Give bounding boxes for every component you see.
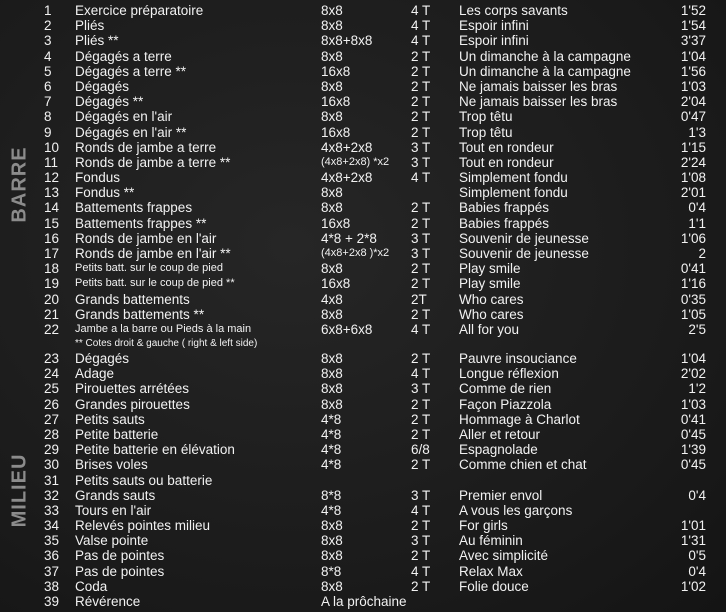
track-title: Relax Max xyxy=(459,563,523,579)
measure: 16x8 xyxy=(321,276,351,292)
exercise-name: Adage xyxy=(75,366,115,382)
track-row xyxy=(0,246,726,261)
tempo: 2T xyxy=(411,291,427,307)
barre-section xyxy=(0,3,726,351)
track-title: All for you xyxy=(459,321,520,337)
track-title: Hommage à Charlot xyxy=(459,411,580,427)
track-number: 9 xyxy=(44,124,52,140)
duration: 1'08 xyxy=(680,170,706,186)
track-number: 3 xyxy=(44,33,52,49)
exercise-name: Petits sauts xyxy=(75,411,145,427)
duration: 0'35 xyxy=(680,291,706,307)
track-row xyxy=(0,64,726,79)
exercise-name: Dégagés a terre ** xyxy=(75,63,187,79)
duration: 1'04 xyxy=(680,48,706,64)
track-number: 11 xyxy=(44,154,59,170)
tempo: 2 T xyxy=(411,351,431,366)
measure: (4x8+2x8 )*x2 xyxy=(321,247,390,259)
duration: 3'37 xyxy=(680,33,706,49)
exercise-name: Dégagés xyxy=(75,78,130,94)
track-row xyxy=(0,276,726,291)
track-row xyxy=(0,200,726,215)
tempo: 2 T xyxy=(411,78,431,94)
duration: 1'54 xyxy=(680,18,706,34)
tempo: 2 T xyxy=(411,109,431,125)
tempo: 2 T xyxy=(411,63,431,79)
track-row xyxy=(0,125,726,140)
exercise-name: Pirouettes arrétées xyxy=(75,381,190,397)
exercise-name: Petits sauts ou batterie xyxy=(75,472,213,488)
measure: 6x8+6x8 xyxy=(321,321,373,337)
track-title: Simplement fondu xyxy=(459,170,568,186)
track-row xyxy=(0,79,726,94)
track-row xyxy=(0,216,726,231)
exercise-name: Petits batt. sur le coup de pied xyxy=(75,262,223,275)
measure: 16x8 xyxy=(321,63,351,79)
track-number: 15 xyxy=(44,215,60,231)
track-row xyxy=(0,94,726,109)
exercise-name: Dégagés a terre xyxy=(75,48,172,64)
tempo: 2 T xyxy=(411,578,431,594)
tempo: 4 T xyxy=(411,18,431,34)
track-row xyxy=(0,170,726,185)
track-number: 30 xyxy=(44,457,60,473)
track-title: Folie douce xyxy=(459,578,529,594)
track-row xyxy=(0,457,726,472)
duration: 0'41 xyxy=(680,261,706,277)
track-title: Ne jamais baisser les bras xyxy=(459,78,618,94)
track-number: 32 xyxy=(44,487,60,503)
tempo: 4 T xyxy=(411,563,431,579)
milieu-section xyxy=(0,351,726,609)
tempo: 2 T xyxy=(411,457,431,473)
measure: 8x8 xyxy=(321,578,343,594)
track-row xyxy=(0,488,726,503)
exercise-name: Grands sauts xyxy=(75,487,156,503)
tempo: 4 T xyxy=(411,321,431,337)
track-number: 34 xyxy=(44,518,60,534)
tempo: 3 T xyxy=(411,154,431,170)
tempo: 2 T xyxy=(411,276,431,292)
tempo: 6/8 xyxy=(411,442,430,458)
track-number: 39 xyxy=(44,594,60,609)
track-row xyxy=(0,397,726,412)
track-number: 21 xyxy=(44,306,60,322)
track-row xyxy=(0,579,726,594)
track-title: Trop têtu xyxy=(459,124,513,140)
tempo: 3 T xyxy=(411,487,431,503)
track-row xyxy=(0,33,726,48)
track-row xyxy=(0,155,726,170)
measure: 8x8 xyxy=(321,533,343,549)
track-title: Aller et retour xyxy=(459,426,541,442)
track-number: 28 xyxy=(44,426,60,442)
milieu-label: MILIEU xyxy=(8,453,31,528)
track-title: Espoir infini xyxy=(459,18,529,34)
duration: 1'15 xyxy=(680,139,706,155)
track-title: Play smile xyxy=(459,276,521,292)
measure: 16x8 xyxy=(321,124,351,140)
track-row xyxy=(0,109,726,124)
tempo: 2 T xyxy=(411,306,431,322)
exercise-name: Relevés pointes milieu xyxy=(75,518,211,534)
measure: 8x8 xyxy=(321,396,343,412)
duration: 2'01 xyxy=(680,185,706,201)
track-title: For girls xyxy=(459,518,508,534)
measure: 8x8 xyxy=(321,548,343,564)
duration: 2'02 xyxy=(680,366,706,382)
tempo: 2 T xyxy=(411,48,431,64)
measure: 8x8 xyxy=(321,78,343,94)
track-number: 23 xyxy=(44,351,60,366)
track-row xyxy=(0,518,726,533)
track-number: 20 xyxy=(44,291,60,307)
measure: 4x8 xyxy=(321,291,343,307)
exercise-name: Ronds de jambe a terre ** xyxy=(75,154,231,170)
duration: 1'03 xyxy=(680,78,706,94)
duration: 1'2 xyxy=(688,381,706,397)
duration: 2'04 xyxy=(680,94,706,110)
track-number: 27 xyxy=(44,411,60,427)
exercise-name: Pas de pointes xyxy=(75,563,165,579)
measure: 8x8 xyxy=(321,48,343,64)
exercise-name: Valse pointe xyxy=(75,533,149,549)
track-row xyxy=(0,231,726,246)
track-number: 36 xyxy=(44,548,60,564)
tempo: 2 T xyxy=(411,548,431,564)
track-title: Premier envol xyxy=(459,487,543,503)
track-row xyxy=(0,140,726,155)
track-number: 38 xyxy=(44,578,60,594)
track-title: Avec simplicité xyxy=(459,548,549,564)
track-row xyxy=(0,594,726,609)
milieu-rows xyxy=(0,351,726,609)
measure: 4*8 xyxy=(321,457,342,473)
track-row xyxy=(0,548,726,563)
track-number: 24 xyxy=(44,366,60,382)
track-row xyxy=(0,49,726,64)
footnote-text: ** Cotes droit & gauche ( right & left side) xyxy=(75,338,258,350)
track-number: 14 xyxy=(44,200,60,216)
duration: 1'04 xyxy=(680,351,706,366)
tempo: 2 T xyxy=(411,94,431,110)
tempo: 4 T xyxy=(411,366,431,382)
exercise-name: Dégagés en l'air xyxy=(75,109,173,125)
track-row xyxy=(0,18,726,33)
track-title: Souvenir de jeunesse xyxy=(459,230,589,246)
track-row xyxy=(0,351,726,366)
track-title: Babies frappés xyxy=(459,215,550,231)
track-row xyxy=(0,427,726,442)
track-number: 4 xyxy=(44,48,52,64)
duration: 0'47 xyxy=(680,109,706,125)
track-row xyxy=(0,3,726,18)
duration: 1'05 xyxy=(680,306,706,322)
duration: 2'24 xyxy=(680,154,706,170)
tempo: 3 T xyxy=(411,230,431,246)
track-title: Comme chien et chat xyxy=(459,457,587,473)
measure: 8x8 xyxy=(321,185,343,201)
track-number: 19 xyxy=(44,276,60,292)
tempo: 2 T xyxy=(411,426,431,442)
duration: 0'4 xyxy=(688,563,706,579)
duration: 0'41 xyxy=(680,411,706,427)
track-number: 29 xyxy=(44,442,60,458)
measure: 8x8 xyxy=(321,366,343,382)
duration: 1'16 xyxy=(680,276,706,292)
track-number: 10 xyxy=(44,139,60,155)
measure: 4*8 xyxy=(321,426,342,442)
measure: A la prôchaine xyxy=(321,594,407,609)
duration: 0'45 xyxy=(680,426,706,442)
tempo: 4 T xyxy=(411,170,431,186)
tempo: 2 T xyxy=(411,215,431,231)
exercise-name: Dégagés ** xyxy=(75,94,144,110)
track-title: Les corps savants xyxy=(459,3,568,18)
measure: 8x8 xyxy=(321,109,343,125)
track-number: 35 xyxy=(44,533,60,549)
duration: 1'03 xyxy=(680,396,706,412)
measure: 8*8 xyxy=(321,487,342,503)
measure: 8*8 xyxy=(321,563,342,579)
measure: 8x8 xyxy=(321,261,343,277)
track-row xyxy=(0,322,726,337)
tempo: 2 T xyxy=(411,200,431,216)
exercise-name: Grandes pirouettes xyxy=(75,396,190,412)
exercise-name: Petite batterie en élévation xyxy=(75,442,235,458)
track-row xyxy=(0,503,726,518)
exercise-name: Petite batterie xyxy=(75,426,159,442)
measure: 8x8 xyxy=(321,351,343,366)
track-row xyxy=(0,292,726,307)
track-number: 1 xyxy=(44,3,52,18)
measure: (4x8+2x8) *x2 xyxy=(321,155,390,168)
exercise-name: Ronds de jambe a terre xyxy=(75,139,217,155)
track-row xyxy=(0,366,726,381)
tempo: 3 T xyxy=(411,246,431,261)
exercise-name: Tours en l'air xyxy=(75,502,152,518)
track-title: Espoir infini xyxy=(459,33,529,49)
duration: 0'5 xyxy=(688,548,706,564)
track-row xyxy=(0,442,726,457)
duration: 1'39 xyxy=(680,442,706,458)
measure: 8x8+8x8 xyxy=(321,33,373,49)
duration: 1'56 xyxy=(680,63,706,79)
track-title: Façon Piazzola xyxy=(459,396,552,412)
duration: 1'06 xyxy=(680,230,706,246)
duration: 2 xyxy=(698,246,706,261)
track-number: 22 xyxy=(44,321,60,337)
track-row xyxy=(0,473,726,488)
track-title: Un dimanche à la campagne xyxy=(459,48,631,64)
measure: 16x8 xyxy=(321,94,351,110)
duration: 1'02 xyxy=(680,578,706,594)
tempo: 3 T xyxy=(411,533,431,549)
track-title: Pauvre insouciance xyxy=(459,351,577,366)
track-number: 33 xyxy=(44,502,60,518)
exercise-name: Révérence xyxy=(75,594,141,609)
exercise-name: Exercice préparatoire xyxy=(75,3,204,18)
track-number: 8 xyxy=(44,109,52,125)
track-title: Un dimanche à la campagne xyxy=(459,63,631,79)
track-number: 17 xyxy=(44,246,60,261)
measure: 4*8 xyxy=(321,442,342,458)
track-title: Who cares xyxy=(459,291,524,307)
track-title: Tout en rondeur xyxy=(459,154,554,170)
exercise-name: Jambe a la barre ou Pieds à la main xyxy=(75,322,252,335)
tempo: 2 T xyxy=(411,411,431,427)
exercise-name: Brises voles xyxy=(75,457,148,473)
tempo: 2 T xyxy=(411,396,431,412)
track-number: 12 xyxy=(44,170,60,186)
exercise-name: Dégagés en l'air ** xyxy=(75,124,187,140)
track-title: Play smile xyxy=(459,261,521,277)
duration: 1'52 xyxy=(680,3,706,18)
track-number: 16 xyxy=(44,230,60,246)
track-row xyxy=(0,564,726,579)
barre-rows xyxy=(0,3,726,337)
track-number: 37 xyxy=(44,563,60,579)
tempo: 3 T xyxy=(411,381,431,397)
track-title: Trop têtu xyxy=(459,109,513,125)
exercise-name: Pliés ** xyxy=(75,33,119,49)
track-title: Ne jamais baisser les bras xyxy=(459,94,618,110)
track-number: 5 xyxy=(44,63,52,79)
measure: 8x8 xyxy=(321,18,343,34)
exercise-name: Dégagés xyxy=(75,351,130,366)
track-row xyxy=(0,381,726,396)
exercise-name: Battements frappes ** xyxy=(75,215,207,231)
exercise-name: Grands battements xyxy=(75,291,190,307)
measure: 4x8+2x8 xyxy=(321,170,373,186)
exercise-name: Battements frappes xyxy=(75,200,193,216)
measure: 8x8 xyxy=(321,306,343,322)
track-number: 25 xyxy=(44,381,60,397)
track-title: Souvenir de jeunesse xyxy=(459,246,589,261)
footnote xyxy=(0,337,726,351)
measure: 4*8 + 2*8 xyxy=(321,230,377,246)
track-title: A vous les garçons xyxy=(459,502,573,518)
exercise-name: Ronds de jambe en l'air ** xyxy=(75,246,231,261)
track-number: 7 xyxy=(44,94,52,110)
track-number: 31 xyxy=(44,472,60,488)
tempo: 2 T xyxy=(411,261,431,277)
tempo: 2 T xyxy=(411,124,431,140)
tempo: 3 T xyxy=(411,139,431,155)
measure: 8x8 xyxy=(321,3,343,18)
track-title: Comme de rien xyxy=(459,381,552,397)
tempo: 4 T xyxy=(411,502,431,518)
duration: 0'45 xyxy=(680,457,706,473)
track-number: 26 xyxy=(44,396,60,412)
track-number: 18 xyxy=(44,261,60,277)
tempo: 4 T xyxy=(411,33,431,49)
barre-label: BARRE xyxy=(8,146,31,223)
track-row xyxy=(0,185,726,200)
duration: 2'5 xyxy=(688,321,706,337)
track-title: Babies frappés xyxy=(459,200,550,216)
tempo: 2 T xyxy=(411,518,431,534)
track-row xyxy=(0,412,726,427)
measure: 4x8+2x8 xyxy=(321,139,373,155)
measure: 4*8 xyxy=(321,411,342,427)
track-title: Au féminin xyxy=(459,533,523,549)
duration: 1'3 xyxy=(688,124,706,140)
measure: 16x8 xyxy=(321,215,351,231)
track-row xyxy=(0,307,726,322)
duration: 1'01 xyxy=(680,518,706,534)
exercise-name: Pliés xyxy=(75,18,105,34)
track-number: 13 xyxy=(44,185,60,201)
measure: 4*8 xyxy=(321,502,342,518)
exercise-name: Pas de pointes xyxy=(75,548,165,564)
exercise-name: Fondus xyxy=(75,170,121,186)
track-title: Longue réflexion xyxy=(459,366,559,382)
track-title: Tout en rondeur xyxy=(459,139,554,155)
measure: 8x8 xyxy=(321,200,343,216)
track-title: Espagnolade xyxy=(459,442,538,458)
duration: 0'4 xyxy=(688,487,706,503)
track-number: 6 xyxy=(44,78,52,94)
track-number: 2 xyxy=(44,18,52,34)
exercise-name: Ronds de jambe en l'air xyxy=(75,230,217,246)
exercise-name: Petits batt. sur le coup de pied ** xyxy=(75,277,235,290)
duration: 0'4 xyxy=(688,200,706,216)
exercise-name: Grands battements ** xyxy=(75,306,205,322)
exercise-name: Fondus ** xyxy=(75,185,135,201)
duration: 1'1 xyxy=(688,215,706,231)
track-row xyxy=(0,261,726,276)
track-title: Who cares xyxy=(459,306,524,322)
exercise-name: Coda xyxy=(75,578,108,594)
measure: 8x8 xyxy=(321,381,343,397)
track-title: Simplement fondu xyxy=(459,185,568,201)
track-row xyxy=(0,533,726,548)
measure: 8x8 xyxy=(321,518,343,534)
tempo: 4 T xyxy=(411,3,431,18)
duration: 1'31 xyxy=(680,533,706,549)
